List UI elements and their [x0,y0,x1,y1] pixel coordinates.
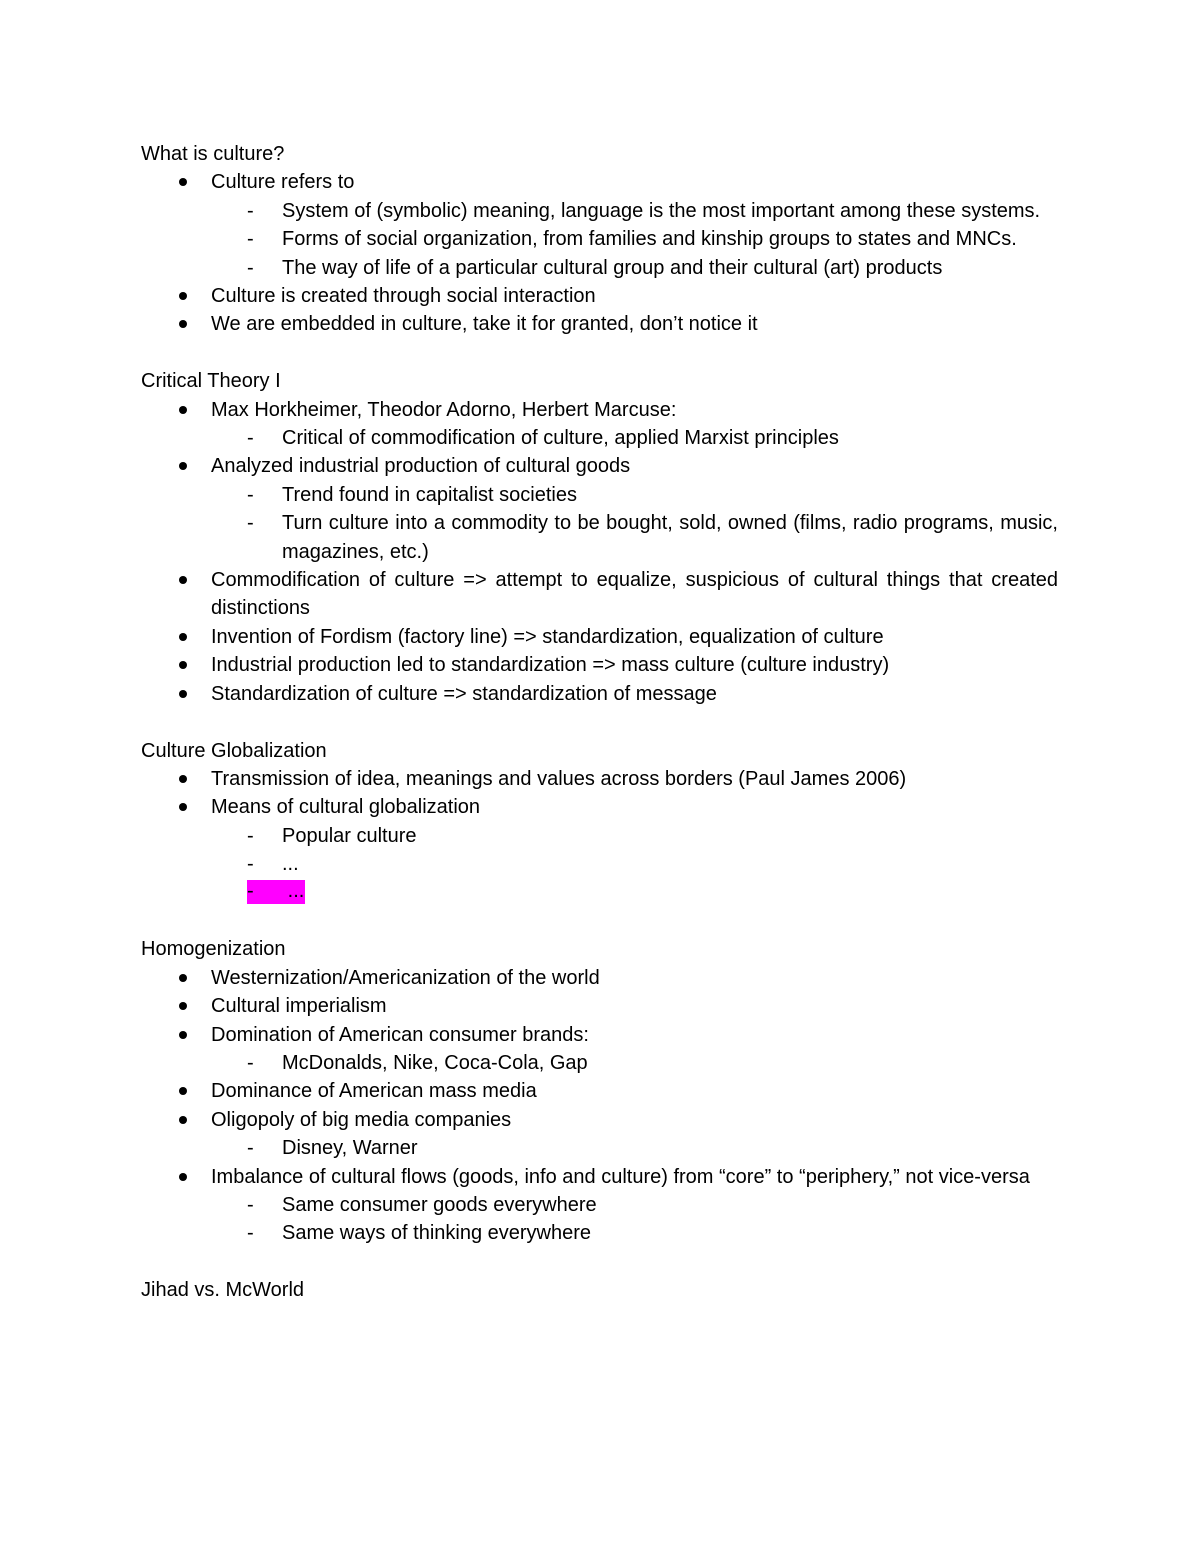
list-item-text: Transmission of idea, meanings and values across borders (Paul James 2006) [211,767,907,790]
bullet-marker [179,690,187,698]
list-item-text: Analyzed industrial production of cultural goods [211,455,631,478]
outline-list [141,396,1058,708]
outline-list [141,964,1058,1248]
list-item-text: The way of life of a particular cultural group and their cultural (art) products [282,256,943,279]
dash-marker: - [247,1137,254,1160]
list-item-text: Dominance of American mass media [211,1080,537,1103]
dash-marker: - [247,824,254,847]
bullet-marker [179,1031,187,1039]
section [141,737,1058,907]
outline-list [141,765,1058,907]
bullet-marker [179,462,187,470]
bullet-item [141,396,1058,424]
list-item-text: Cultural imperialism [211,995,387,1018]
bullet-item [141,168,1058,196]
bullet-marker [179,1116,187,1124]
bullet-item [141,1021,1058,1049]
dash-marker: - [247,1051,254,1074]
list-item-text: Westernization/Americanization of the world [211,966,600,989]
sub-item [141,1134,1058,1162]
bullet-item [141,566,1058,623]
document-body [141,140,1058,1333]
section-title: Critical Theory I [141,370,281,393]
bullet-item [141,765,1058,793]
list-item-text: Same ways of thinking everywhere [282,1222,592,1245]
bullet-marker [179,320,187,328]
sub-item [141,822,1058,850]
bullet-item [141,1077,1058,1105]
list-item-text: Same consumer goods everywhere [282,1193,597,1216]
sub-item [141,1219,1058,1247]
dash-marker: - [247,199,254,222]
list-item-text: Max Horkheimer, Theodor Adorno, Herbert Marcuse: [211,398,677,421]
list-item-text: Disney, Warner [282,1137,418,1160]
bullet-item [141,1163,1058,1191]
dash-marker: - [247,256,254,279]
bullet-item [141,282,1058,310]
list-item-text: Culture is created through social interaction [211,285,596,308]
highlighted-list-item [141,879,1058,907]
bullet-marker [179,661,187,669]
list-item-text: We are embedded in culture, take it for granted, don’t notice it [211,313,758,336]
bullet-marker [179,1002,187,1010]
list-item-text: Means of cultural globalization [211,796,481,819]
list-item-text: Industrial production led to standardization => mass culture (culture industry) [211,654,890,677]
bullet-marker [179,803,187,811]
list-item-text: Trend found in capitalist societies [282,483,577,506]
outline-list [141,168,1058,338]
text-highlight [247,880,305,904]
section-title: Homogenization [141,938,286,961]
list-item-text: Domination of American consumer brands: [211,1023,589,1046]
bullet-marker [179,1087,187,1095]
dash-marker: - [247,1193,254,1216]
section-title: What is culture? [141,143,285,165]
list-item-text: Forms of social organization, from families and kinship groups to states and MNCs. [282,228,1017,251]
bullet-marker [179,576,187,584]
sub-item [141,254,1058,282]
sub-item [141,1191,1058,1219]
list-item-text: Imbalance of cultural flows (goods, info and culture) from “core” to “periphery,” not vice-versa [211,1165,1030,1188]
list-item-text: Standardization of culture => standardization of message [211,682,717,705]
list-item-text: ... [287,880,305,903]
bullet-marker [179,775,187,783]
list-item-text: Culture refers to [211,171,355,194]
list-item-text: ... [282,853,299,876]
bullet-marker [179,406,187,414]
bullet-marker [179,178,187,186]
sub-item [141,481,1058,509]
section [141,140,1058,339]
sub-item [141,509,1058,566]
bullet-item [141,992,1058,1020]
bullet-marker [179,1173,187,1181]
list-item-text: Commodification of culture => attempt to equalize, suspicious of cultural things that created distinctions [211,569,1058,620]
list-item-text: McDonalds, Nike, Coca-Cola, Gap [282,1051,588,1074]
sub-item [141,1049,1058,1077]
section [141,935,1058,1247]
section [141,367,1058,708]
dash-marker: - [247,228,254,251]
bullet-item [141,452,1058,480]
bullet-item [141,623,1058,651]
list-item-text: Popular culture [282,824,417,847]
list-item-text: System of (symbolic) meaning, language is the most important among these systems. [282,199,1041,222]
dash-marker: - [247,1222,254,1245]
bullet-item [141,1106,1058,1134]
bullet-item [141,651,1058,679]
bullet-marker [179,633,187,641]
list-item-text: Critical of commodification of culture, applied Marxist principles [282,427,839,450]
section-title: Culture Globalization [141,739,327,762]
dash-marker: - [247,880,254,903]
dash-marker: - [247,483,254,506]
section [141,1276,1058,1304]
bullet-item [141,964,1058,992]
bullet-item [141,680,1058,708]
sub-item [141,197,1058,225]
list-item-text: Oligopoly of big media companies [211,1108,512,1131]
dash-marker: - [247,853,254,876]
section-title: Jihad vs. McWorld [141,1279,305,1302]
bullet-marker [179,974,187,982]
list-item-text: Turn culture into a commodity to be bought, sold, owned (films, radio programs, music, magazines, etc.) [282,512,1058,563]
list-item-text: Invention of Fordism (factory line) => standardization, equalization of culture [211,625,884,648]
sub-item [141,225,1058,253]
sub-item [141,850,1058,878]
bullet-marker [179,292,187,300]
bullet-item [141,793,1058,821]
dash-marker: - [247,512,254,535]
sub-item [141,424,1058,452]
dash-marker: - [247,427,254,450]
bullet-item [141,310,1058,338]
